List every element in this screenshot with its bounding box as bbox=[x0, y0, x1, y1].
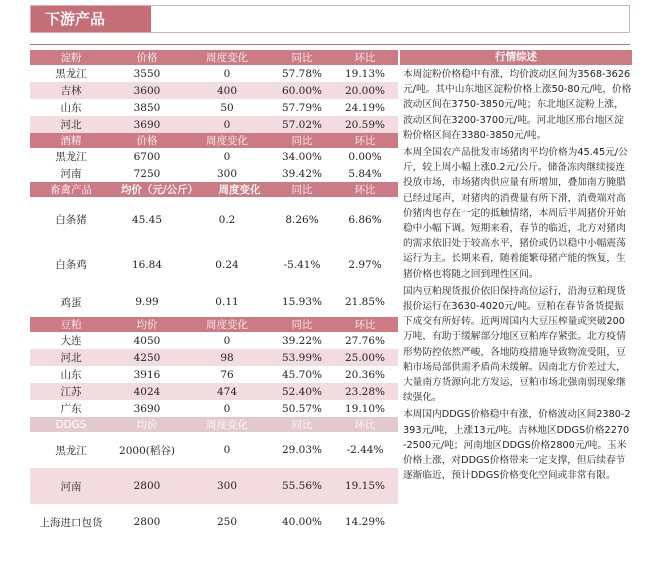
table-header-alcohol: 酒精 价格 周度变化 同比 环比 bbox=[30, 133, 398, 148]
title-divider bbox=[30, 44, 630, 45]
table-row: 河南 2800 300 55.56% 19.15% bbox=[30, 468, 398, 504]
table-row: 白条猪 45.45 0.2 8.26% 6.86% bbox=[55, 213, 382, 226]
table-row: 河北 3690 0 57.02% 20.59% bbox=[30, 116, 398, 133]
table-row: 江苏 4024 474 52.40% 23.28% bbox=[30, 383, 398, 400]
commentary-soymeal: 国内豆粕现货报价依旧保持高位运行，沿海豆粕现货报价运行在3630-4020元/吨。豆粕在春节备货提振下成交有所好转。近两周国内大豆压榨量或突破200万吨，有助于缓解部分地区豆粕库存紧张。北方疫情形势防控依然严峻，各地防疫措施导致物流受阻，豆粕市场局部供需矛盾尚未缓解。因南北方价差过大，大量南方货源向北方发运，豆粕市场北强南弱现象继续强化。 bbox=[403, 285, 626, 404]
table-row: 黑龙江 3550 0 57.78% 19.13% bbox=[55, 67, 386, 80]
section-title-bar bbox=[30, 5, 630, 33]
table-header-starch: 淀粉 价格 周度变化 同比 环比 bbox=[30, 50, 398, 65]
table-row: 白条鸡 16.84 0.24 -5.41% 2.97% bbox=[55, 258, 382, 271]
commentary-ddgs: 本周国内DDGS价格稳中有涨，价格波动区间2380-2393元/吨，上涨13元/吨。吉林地区DDGS价格2270-2500元/吨；河南地区DDGS价格2800元/吨。玉米价格上涨，对DDGS价格带来一定支撑，但后续春节逐渐临近，预计DDGS价格变化空间或非常有限。 bbox=[403, 409, 631, 482]
table-row: 上海进口包货 2800 250 40.00% 14.29% bbox=[39, 516, 386, 529]
table-row: 鸡蛋 9.99 0.11 15.93% 21.85% bbox=[60, 296, 386, 309]
table-header-soymeal: 豆粕 均价 周度变化 同比 环比 bbox=[30, 317, 398, 332]
commentary-header: 行情综述 bbox=[400, 50, 632, 65]
commentary-pork: 本周全国农产品批发市场猪肉平均价格为45.45元/公斤，较上周小幅上涨0.2元/公斤。储备冻肉继续接连投放市场，市场猪肉供应量有所增加，叠加南方腌腊已经过尾声，对猪肉的消费量有所下滑，消费端对高价猪肉也存在一定的抵触情绪，本周后半周猪价开始稳中小幅下调。短期来看，春节的临近，北方对猪肉的需求依旧处于较高水平，猪价或仍以稳中小幅震荡运行为主。长期来看，随着能繁母猪产能的恢复，生猪价格也将随之回到理性区间。 bbox=[403, 147, 628, 280]
price-table bbox=[30, 50, 398, 540]
table-row: 广东 3690 0 50.57% 19.10% bbox=[60, 402, 386, 415]
table-row: 吉林 3600 400 60.00% 20.00% bbox=[30, 82, 398, 99]
section-title: 下游产品 bbox=[31, 6, 151, 32]
table-row: 山东 3916 76 45.70% 20.36% bbox=[60, 368, 386, 381]
table-row: 黑龙江 2000(稻谷) 0 29.03% -2.44% bbox=[55, 444, 384, 457]
table-row: 河南 7250 300 39.42% 5.84% bbox=[60, 167, 382, 180]
table-header-ddgs: DDGS 均价 周度变化 同比 环比 bbox=[30, 417, 398, 432]
table-row: 河北 4250 98 53.99% 25.00% bbox=[30, 349, 398, 366]
table-row: 大连 4050 0 39.22% 27.76% bbox=[60, 334, 386, 347]
table-row: 黑龙江 6700 0 34.00% 0.00% bbox=[55, 150, 382, 163]
table-header-livestock: 畜禽产品 均价（元/公斤） 周度变化 同比 环比 bbox=[30, 182, 398, 197]
table-row: 山东 3850 50 57.79% 24.19% bbox=[60, 101, 386, 114]
commentary-starch: 本周淀粉价格稳中有涨，均价波动区间为3568-3626元/吨。其中山东地区淀粉价格上涨50-80元/吨，价格波动区间在3750-3850元/吨；东北地区淀粉上涨，波动区间在3200-3700元/吨。河北地区邢台地区淀粉价格区间在3380-3850元/吨。 bbox=[403, 69, 632, 141]
market-commentary bbox=[400, 50, 632, 483]
